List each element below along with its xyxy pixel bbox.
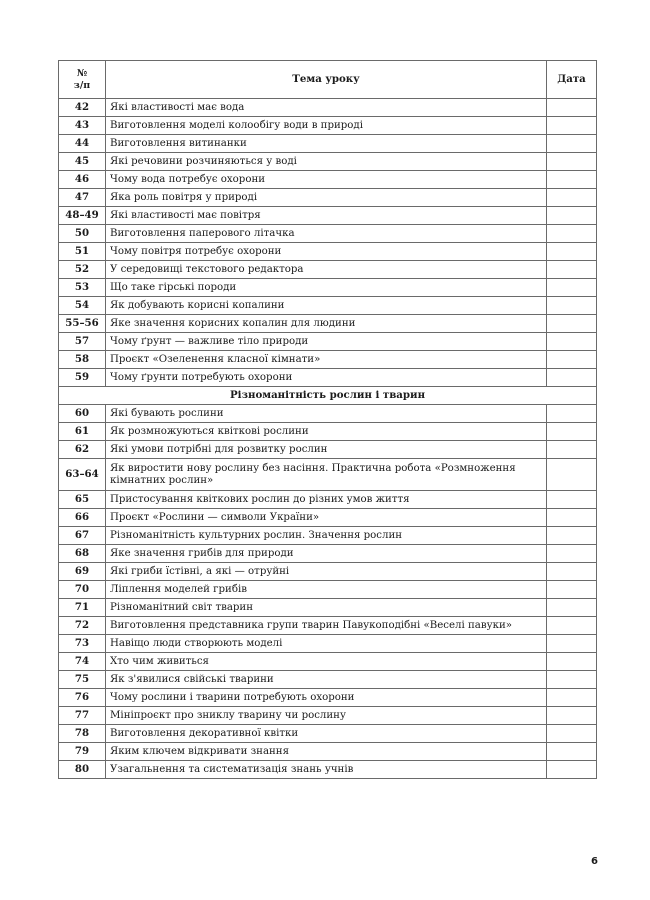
- table-row: [59, 563, 597, 581]
- lesson-date-cell[interactable]: [547, 725, 597, 743]
- lesson-date-cell[interactable]: [547, 509, 597, 527]
- column-header-date: Дата: [547, 61, 597, 99]
- table-row: [59, 189, 597, 207]
- table-row: [59, 279, 597, 297]
- table-row: [59, 725, 597, 743]
- lesson-topic: Як добувають корисні копалини: [106, 297, 547, 315]
- lesson-date-cell[interactable]: [547, 153, 597, 171]
- table-row: [59, 599, 597, 617]
- lesson-topic: Чому рослини і тварини потребують охорони: [106, 689, 547, 707]
- lesson-date-cell[interactable]: [547, 653, 597, 671]
- lesson-number: 78: [59, 725, 106, 743]
- lesson-date-cell[interactable]: [547, 225, 597, 243]
- lesson-date-cell[interactable]: [547, 117, 597, 135]
- lesson-date-cell[interactable]: [547, 189, 597, 207]
- table-row: [59, 135, 597, 153]
- table-row: [59, 225, 597, 243]
- lesson-number: 43: [59, 117, 106, 135]
- lesson-date-cell[interactable]: [547, 243, 597, 261]
- lesson-topic: Навіщо люди створюють моделі: [106, 635, 547, 653]
- lesson-number: 74: [59, 653, 106, 671]
- lesson-topic: Які речовини розчиняються у воді: [106, 153, 547, 171]
- table-body-part-2: [59, 405, 597, 779]
- lesson-number: 77: [59, 707, 106, 725]
- table-row: [59, 743, 597, 761]
- lesson-topic: Чому ґрунти потребують охорони: [106, 369, 547, 387]
- table-row: [59, 171, 597, 189]
- lesson-number: 46: [59, 171, 106, 189]
- lesson-topic: Які гриби їстівні, а які — отруйні: [106, 563, 547, 581]
- lesson-topic: Які бувають рослини: [106, 405, 547, 423]
- lesson-topic: Чому ґрунт — важливе тіло природи: [106, 333, 547, 351]
- lesson-topic: Яке значення корисних копалин для людини: [106, 315, 547, 333]
- lesson-date-cell[interactable]: [547, 689, 597, 707]
- lesson-number: 42: [59, 99, 106, 117]
- lesson-number: 61: [59, 423, 106, 441]
- lesson-number: 65: [59, 491, 106, 509]
- lesson-number: 52: [59, 261, 106, 279]
- table-row: [59, 689, 597, 707]
- lesson-topic: Проєкт «Рослини — символи України»: [106, 509, 547, 527]
- lesson-date-cell[interactable]: [547, 459, 597, 491]
- lesson-topic: Різноманітний світ тварин: [106, 599, 547, 617]
- lesson-topic: Як виростити нову рослину без насіння. Практична робота «Розмноження кімнатних рослин»: [106, 459, 547, 491]
- lesson-date-cell[interactable]: [547, 599, 597, 617]
- lesson-topic: Як розмножуються квіткові рослини: [106, 423, 547, 441]
- table-row: [59, 581, 597, 599]
- lesson-date-cell[interactable]: [547, 581, 597, 599]
- lesson-number: 66: [59, 509, 106, 527]
- table-row: [59, 653, 597, 671]
- lesson-topic: Виготовлення декоративної квітки: [106, 725, 547, 743]
- lesson-topic: Які властивості має вода: [106, 99, 547, 117]
- lesson-topic: Яке значення грибів для природи: [106, 545, 547, 563]
- lesson-topic: Виготовлення паперового літачка: [106, 225, 547, 243]
- table-row: [59, 297, 597, 315]
- lesson-topic: Які властивості має повітря: [106, 207, 547, 225]
- lesson-date-cell[interactable]: [547, 135, 597, 153]
- lesson-date-cell[interactable]: [547, 351, 597, 369]
- lesson-date-cell[interactable]: [547, 635, 597, 653]
- lesson-date-cell[interactable]: [547, 99, 597, 117]
- table-row: [59, 491, 597, 509]
- lesson-date-cell[interactable]: [547, 707, 597, 725]
- lesson-topic: Проєкт «Озеленення класної кімнати»: [106, 351, 547, 369]
- column-header-number: [59, 61, 106, 99]
- lesson-topic: Хто чим живиться: [106, 653, 547, 671]
- lesson-date-cell[interactable]: [547, 207, 597, 225]
- lesson-date-cell[interactable]: [547, 527, 597, 545]
- lesson-number: 75: [59, 671, 106, 689]
- lesson-date-cell[interactable]: [547, 671, 597, 689]
- table-row: [59, 509, 597, 527]
- section-row: [59, 387, 597, 405]
- table-row: [59, 459, 597, 491]
- lesson-date-cell[interactable]: [547, 405, 597, 423]
- lesson-number: 73: [59, 635, 106, 653]
- table-row: [59, 545, 597, 563]
- lesson-topic: Яким ключем відкривати знання: [106, 743, 547, 761]
- table-row: [59, 369, 597, 387]
- lesson-date-cell[interactable]: [547, 617, 597, 635]
- lesson-plan-table: [58, 60, 597, 779]
- lesson-topic: Яка роль повітря у природі: [106, 189, 547, 207]
- lesson-date-cell[interactable]: [547, 743, 597, 761]
- lesson-date-cell[interactable]: [547, 261, 597, 279]
- lesson-topic: Чому вода потребує охорони: [106, 171, 547, 189]
- table-row: [59, 99, 597, 117]
- lesson-number: 51: [59, 243, 106, 261]
- lesson-date-cell[interactable]: [547, 279, 597, 297]
- table-row: [59, 635, 597, 653]
- table-header-row: [59, 61, 597, 99]
- lesson-number: 53: [59, 279, 106, 297]
- lesson-date-cell[interactable]: [547, 315, 597, 333]
- table-row: [59, 207, 597, 225]
- table-row: [59, 441, 597, 459]
- section-title: Різноманітність рослин і тварин: [59, 387, 597, 405]
- table-row: [59, 671, 597, 689]
- lesson-topic: Виготовлення витинанки: [106, 135, 547, 153]
- lesson-topic: Виготовлення представника групи тварин Павукоподібні «Веселі павуки»: [106, 617, 547, 635]
- lesson-date-cell[interactable]: [547, 171, 597, 189]
- lesson-number: 79: [59, 743, 106, 761]
- column-header-topic: Тема уроку: [106, 61, 547, 99]
- lesson-number: 50: [59, 225, 106, 243]
- lesson-number: 59: [59, 369, 106, 387]
- lesson-date-cell[interactable]: [547, 491, 597, 509]
- table-row: [59, 423, 597, 441]
- table-row: [59, 405, 597, 423]
- lesson-number: 62: [59, 441, 106, 459]
- lesson-date-cell[interactable]: [547, 545, 597, 563]
- column-header-number-abbr: з/п: [73, 79, 91, 91]
- lesson-number: 70: [59, 581, 106, 599]
- lesson-number: 60: [59, 405, 106, 423]
- table-row: [59, 707, 597, 725]
- table-row: [59, 243, 597, 261]
- lesson-number: 44: [59, 135, 106, 153]
- table-row: [59, 117, 597, 135]
- table-row: [59, 351, 597, 369]
- lesson-date-cell[interactable]: [547, 563, 597, 581]
- lesson-number: 57: [59, 333, 106, 351]
- lesson-number: 47: [59, 189, 106, 207]
- lesson-number: 48–49: [59, 207, 106, 225]
- page-number: 6: [591, 856, 598, 867]
- lesson-topic: Різноманітність культурних рослин. Значення рослин: [106, 527, 547, 545]
- lesson-number: 45: [59, 153, 106, 171]
- lesson-date-cell[interactable]: [547, 369, 597, 387]
- table-row: [59, 761, 597, 779]
- lesson-date-cell[interactable]: [547, 297, 597, 315]
- lesson-number: 80: [59, 761, 106, 779]
- lesson-topic: Ліплення моделей грибів: [106, 581, 547, 599]
- lesson-number: 58: [59, 351, 106, 369]
- table-row: [59, 261, 597, 279]
- table-row: [59, 153, 597, 171]
- lesson-topic: Пристосування квіткових рослин до різних умов життя: [106, 491, 547, 509]
- lesson-number: 76: [59, 689, 106, 707]
- lesson-number: 68: [59, 545, 106, 563]
- table-row: [59, 333, 597, 351]
- lesson-number: 55–56: [59, 315, 106, 333]
- lesson-topic: Що таке гірські породи: [106, 279, 547, 297]
- lesson-topic: Узагальнення та систематизація знань учнів: [106, 761, 547, 779]
- table-row: [59, 617, 597, 635]
- lesson-number: 67: [59, 527, 106, 545]
- table-row: [59, 315, 597, 333]
- lesson-topic: Які умови потрібні для розвитку рослин: [106, 441, 547, 459]
- lesson-date-cell[interactable]: [547, 441, 597, 459]
- table-body-part-1: [59, 99, 597, 387]
- lesson-date-cell[interactable]: [547, 333, 597, 351]
- lesson-topic: Чому повітря потребує охорони: [106, 243, 547, 261]
- lesson-topic: У середовищі текстового редактора: [106, 261, 547, 279]
- lesson-topic: Як з'явилися свійські тварини: [106, 671, 547, 689]
- column-header-number-symbol: №: [76, 68, 88, 80]
- lesson-topic: Мініпроєкт про зниклу тварину чи рослину: [106, 707, 547, 725]
- lesson-number: 69: [59, 563, 106, 581]
- lesson-number: 54: [59, 297, 106, 315]
- lesson-date-cell[interactable]: [547, 761, 597, 779]
- table-section: [59, 387, 597, 405]
- table-row: [59, 527, 597, 545]
- lesson-date-cell[interactable]: [547, 423, 597, 441]
- lesson-number: 71: [59, 599, 106, 617]
- lesson-number: 63–64: [59, 459, 106, 491]
- lesson-topic: Виготовлення моделі колообігу води в природі: [106, 117, 547, 135]
- lesson-number: 72: [59, 617, 106, 635]
